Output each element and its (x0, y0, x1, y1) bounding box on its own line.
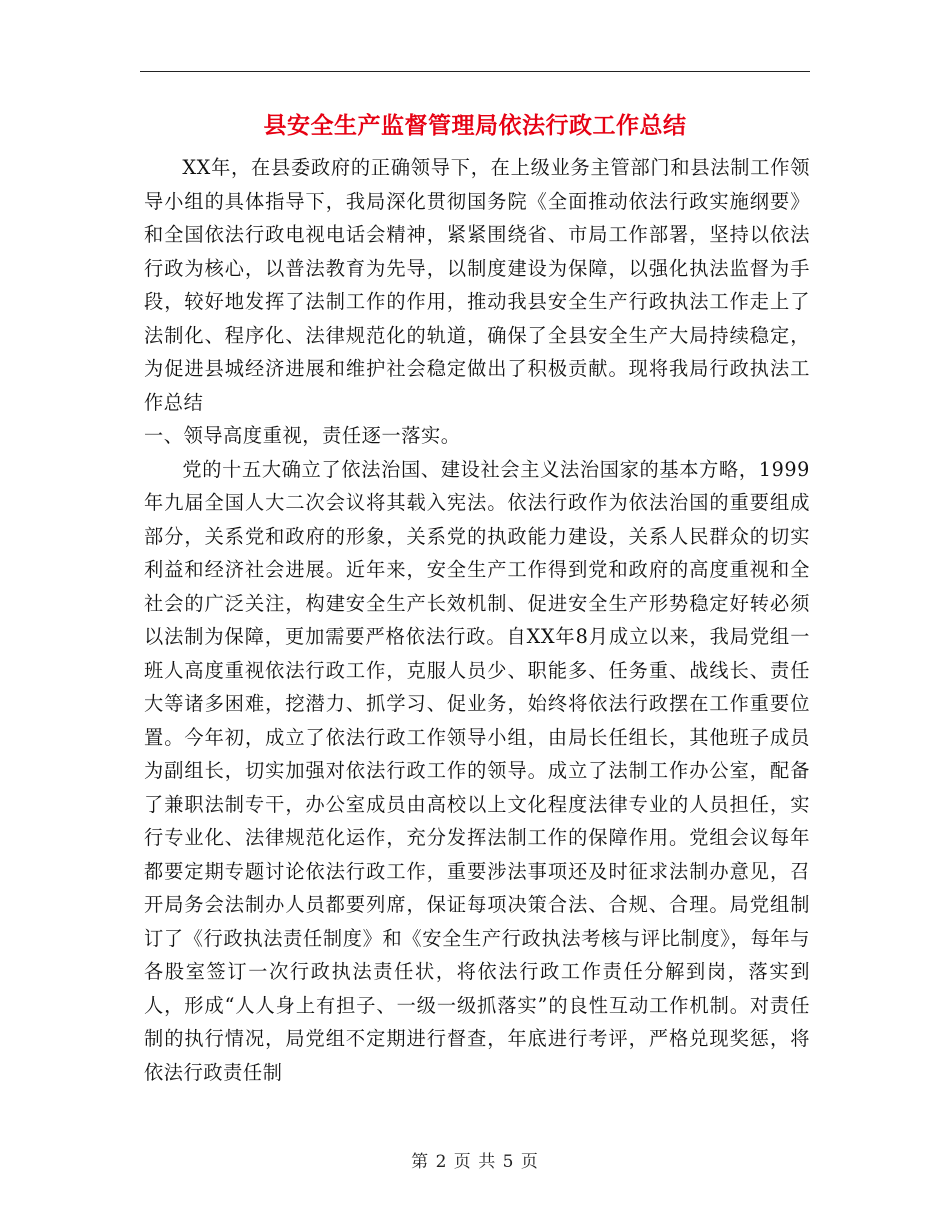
document-title: 县安全生产监督管理局依法行政工作总结 (263, 112, 687, 139)
document-body (144, 151, 810, 1089)
intro-paragraph: XX年，在县委政府的正确领导下，在上级业务主管部门和县法制工作领导小组的具体指导下，我局深化贯彻国务院《全面推动依法行政实施纲要》和全国依法行政电视电话会精神，紧紧围绕省、市局工作部署，坚持以依法行政为核心，以普法教育为先导，以制度建设为保障，以强化执法监督为手段，较好地发挥了法制工作的作用，推动我县安全生产行政执法工作走上了法制化、程序化、法律规范化的轨道，确保了全县安全生产大局持续稳定，为促进县城经济进展和维护社会稳定做出了积极贡献。现将我局行政执法工作总结 (144, 156, 810, 414)
section-heading-1: 一、领导高度重视，责任逐一落实。 (144, 424, 461, 447)
section-1-paragraph: 党的十五大确立了依法治国、建设社会主义法治国家的基本方略，1999年九届全国人大二次会议将其载入宪法。依法行政作为依法治国的重要组成部分，关系党和政府的形象，关系党的执政能力建设，关系人民群众的切实利益和经济社会进展。近年来，安全生产工作得到党和政府的高度重视和全社会的广泛关注，构建安全生产长效机制、促进安全生产形势稳定好转必须以法制为保障，更加需要严格依法行政。自XX年8月成立以来，我局党组一班人高度重视依法行政工作，克服人员少、职能多、任务重、战线长、责任大等诸多困难，挖潜力、抓学习、促业务，始终将依法行政摆在工作重要位置。今年初，成立了依法行政工作领导小组，由局长任组长，其他班子成员为副组长，切实加强对依法行政工作的领导。成立了法制工作办公室，配备了兼职法制专干，办公室成员由高校以上文化程度法律专业的人员担任，实行专业化、法律规范化运作，充分发挥法制工作的保障作用。党组会议每年都要定期专题讨论依法行政工作，重要涉法事项还及时征求法制办意见，召开局务会法制办人员都要列席，保证每项决策合法、合规、合理。局党组制订了《行政执法责任制度》和《安全生产行政执法考核与评比制度》，每年与各股室签订一次行政执法责任状，将依法行政工作责任分解到岗，落实到人，形成“人人身上有担子、一级一级抓落实”的良性互动工作机制。对责任制的执行情况，局党组不定期进行督查，年底进行考评，严格兑现奖惩，将依法行政责任制 (144, 457, 810, 1084)
page-number: 第 2 页 共 5 页 (411, 1152, 539, 1172)
header-rule (140, 71, 810, 72)
